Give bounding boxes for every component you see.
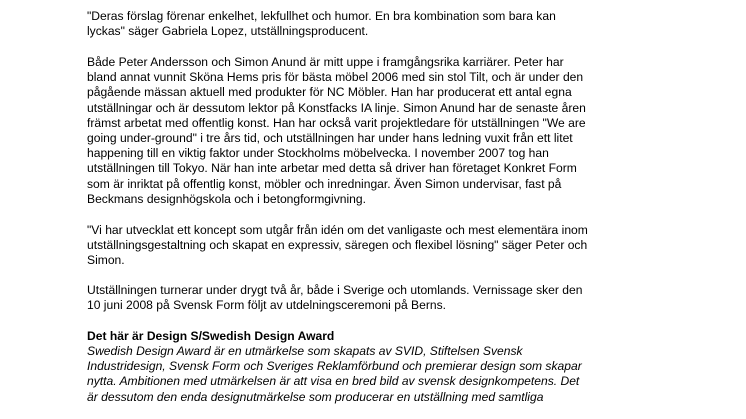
text-line: är dessutom den enda designutmärkelse som producerar en utställning med samtliga	[87, 389, 544, 404]
text-line: going under-ground" i tre års tid, och utställningen har under hans ledning vuxit från ett litet	[87, 131, 573, 146]
text-line: "Deras förslag förenar enkelhet, lekfullhet och humor. En bra kombination som bara kan	[87, 9, 556, 23]
text-line: 10 juni 2008 på Svensk Form följt av utdelningsceremoni på Berns.	[87, 298, 446, 313]
text-line: Både Peter Andersson och Simon Anund är mitt uppe i framgångsrika karriärer. Peter har	[87, 55, 564, 69]
text-line: främst arbetat med offentlig konst. Han har också varit projektledare för utställningen "We are	[87, 115, 586, 130]
section-heading: Det här är Design S/Swedish Design Award	[87, 329, 335, 343]
paragraph-quote-lopez	[87, 9, 556, 39]
paragraph-quote-peter-simon	[87, 223, 588, 269]
text-line: som är inriktat på offentlig konst, möbler och inredningar. Även Simon undervisar, fast på	[87, 176, 562, 191]
paragraph-award-description	[87, 344, 582, 405]
text-line: nytta. Ambitionen med utmärkelsen är att visa en bred bild av svensk designkompetens. Det	[87, 374, 580, 389]
text-line: Beckmans designhögskola och i betongformgivning.	[87, 191, 366, 206]
text-line: Swedish Design Award är en utmärkelse som skapats av SVID, Stiftelsen Svensk	[87, 344, 523, 358]
text-line: utställningar och är dessutom lektor på Konstfacks IA linje. Simon Anund har de senaste åren	[87, 100, 586, 115]
text-line: happening till en viktig faktor under Stockholms möbelvecka. I november 2007 tog han	[87, 146, 549, 161]
text-line: utställningen till Tokyo. När han inte arbetar med detta så driver han företaget Konkret Form	[87, 161, 577, 176]
text-line: Simon.	[87, 253, 125, 268]
text-line: pågående mässan aktuell med produkter för NC Möbler. Han har producerat ett antal egna	[87, 85, 572, 100]
paragraph-designers-bio	[87, 55, 586, 207]
text-line: utställningsgestaltning och skapat en expressiv, säregen och flexibel lösning" säger Peter och	[87, 238, 588, 253]
text-line: bland annat vunnit Sköna Hems pris för bästa möbel 2006 med sin stol Tilt, och är under den	[87, 70, 584, 85]
text-line: lyckas" säger Gabriela Lopez, utställningsproducent.	[87, 24, 369, 39]
text-line: Industridesign, Svensk Form och Sveriges Reklamförbund och premierar design som skapar	[87, 359, 582, 374]
text-line: Utställningen turnerar under drygt två år, både i Sverige och utomlands. Vernissage sker den	[87, 283, 583, 297]
paragraph-exhibition-tour	[87, 283, 582, 313]
text-line: "Vi har utvecklat ett koncept som utgår från idén om det vanligaste och mest elementära inom	[87, 223, 588, 237]
